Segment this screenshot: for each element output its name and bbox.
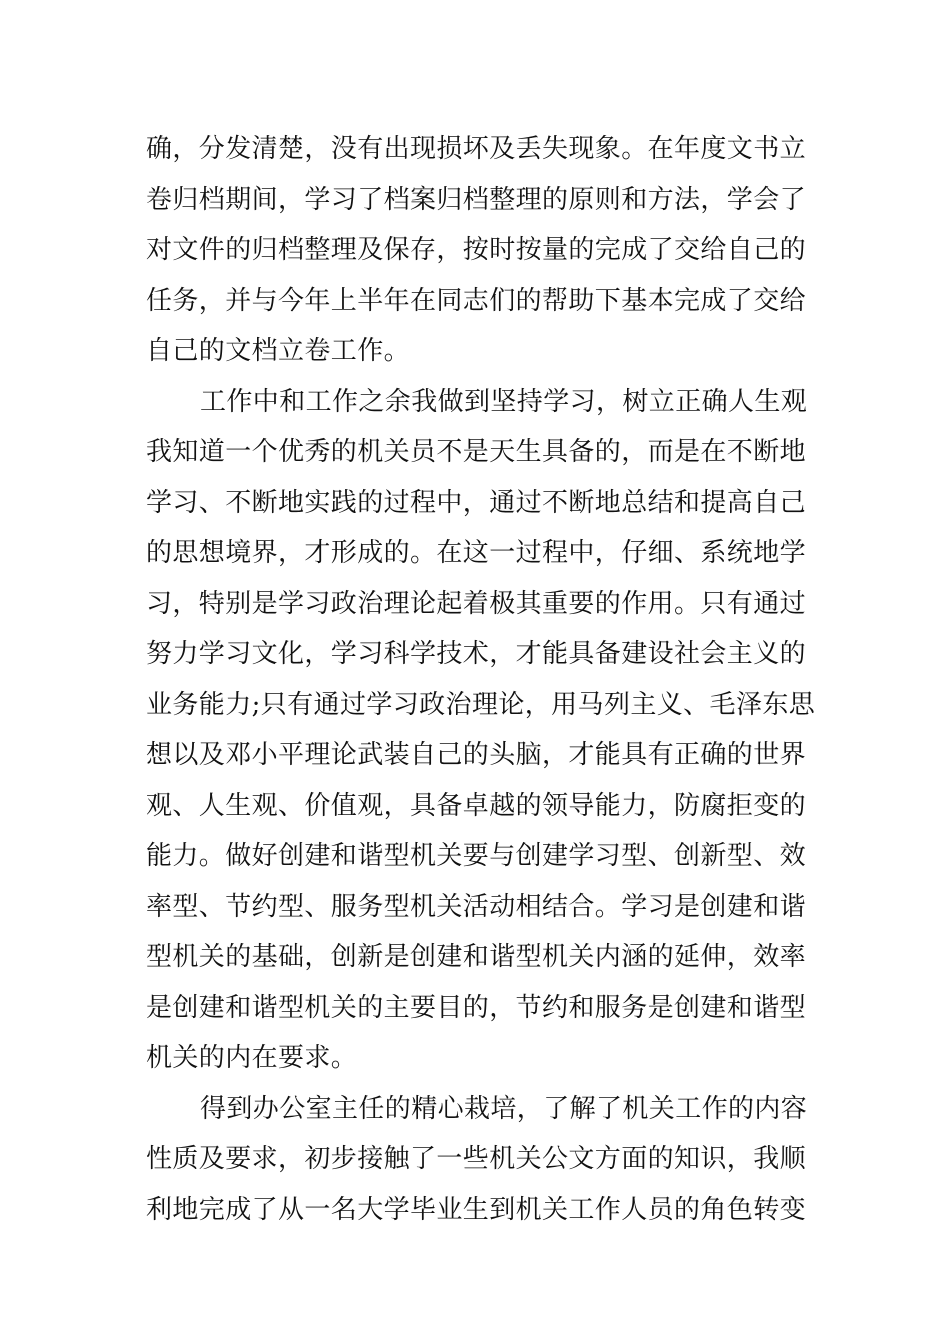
text-line: 得到办公室主任的精心栽培，了解了机关工作的内容 — [200, 1093, 808, 1124]
text-line: 是创建和谐型机关的主要目的，节约和服务是创建和谐型 — [146, 992, 807, 1023]
text-line: 工作中和工作之余我做到坚持学习，树立正确人生观 — [200, 386, 808, 417]
text-line: 任务，并与今年上半年在同志们的帮助下基本完成了交给 — [146, 285, 807, 316]
text-line: 对文件的归档整理及保存，按时按量的完成了交给自己的 — [146, 235, 807, 265]
paragraph-2 — [146, 377, 816, 1084]
document-body — [146, 124, 816, 1235]
text-line: 率型、节约型、服务型机关活动相结合。学习是创建和谐 — [146, 891, 807, 922]
text-line: 能力。做好创建和谐型机关要与创建学习型、创新型、效 — [146, 841, 807, 871]
text-line: 卷归档期间，学习了档案归档整理的原则和方法，学会了 — [146, 184, 807, 215]
text-line: 确，分发清楚，没有出现损坏及丢失现象。在年度文书立 — [146, 134, 807, 164]
paragraph-1 — [146, 124, 806, 377]
text-line: 性质及要求，初步接触了一些机关公文方面的知识，我顺 — [146, 1144, 807, 1174]
text-line: 努力学习文化，学习科学技术，才能具备建设社会主义的 — [146, 639, 807, 669]
text-line: 观、人生观、价值观，具备卓越的领导能力，防腐拒变的 — [146, 790, 807, 821]
text-line: 的思想境界，才形成的。在这一过程中，仔细、系统地学 — [146, 538, 807, 568]
text-line: 我知道一个优秀的机关员不是天生具备的，而是在不断地 — [146, 437, 807, 467]
text-line: 机关的内在要求。 — [146, 1043, 358, 1073]
text-line: 自己的文档立卷工作。 — [146, 336, 411, 366]
text-line: 型机关的基础，创新是创建和谐型机关内涵的延伸，效率 — [146, 942, 807, 972]
text-line: 业务能力;只有通过学习政治理论，用马列主义、毛泽东思 — [146, 689, 816, 720]
text-line: 想以及邓小平理论武装自己的头脑，才能具有正确的世界 — [146, 740, 807, 770]
text-line: 学习、不断地实践的过程中，通过不断地总结和提高自己 — [146, 487, 807, 518]
text-line: 习，特别是学习政治理论起着极其重要的作用。只有通过 — [146, 588, 807, 619]
paragraph-3 — [146, 1084, 806, 1236]
text-line: 利地完成了从一名大学毕业生到机关工作人员的角色转变 — [146, 1194, 807, 1225]
